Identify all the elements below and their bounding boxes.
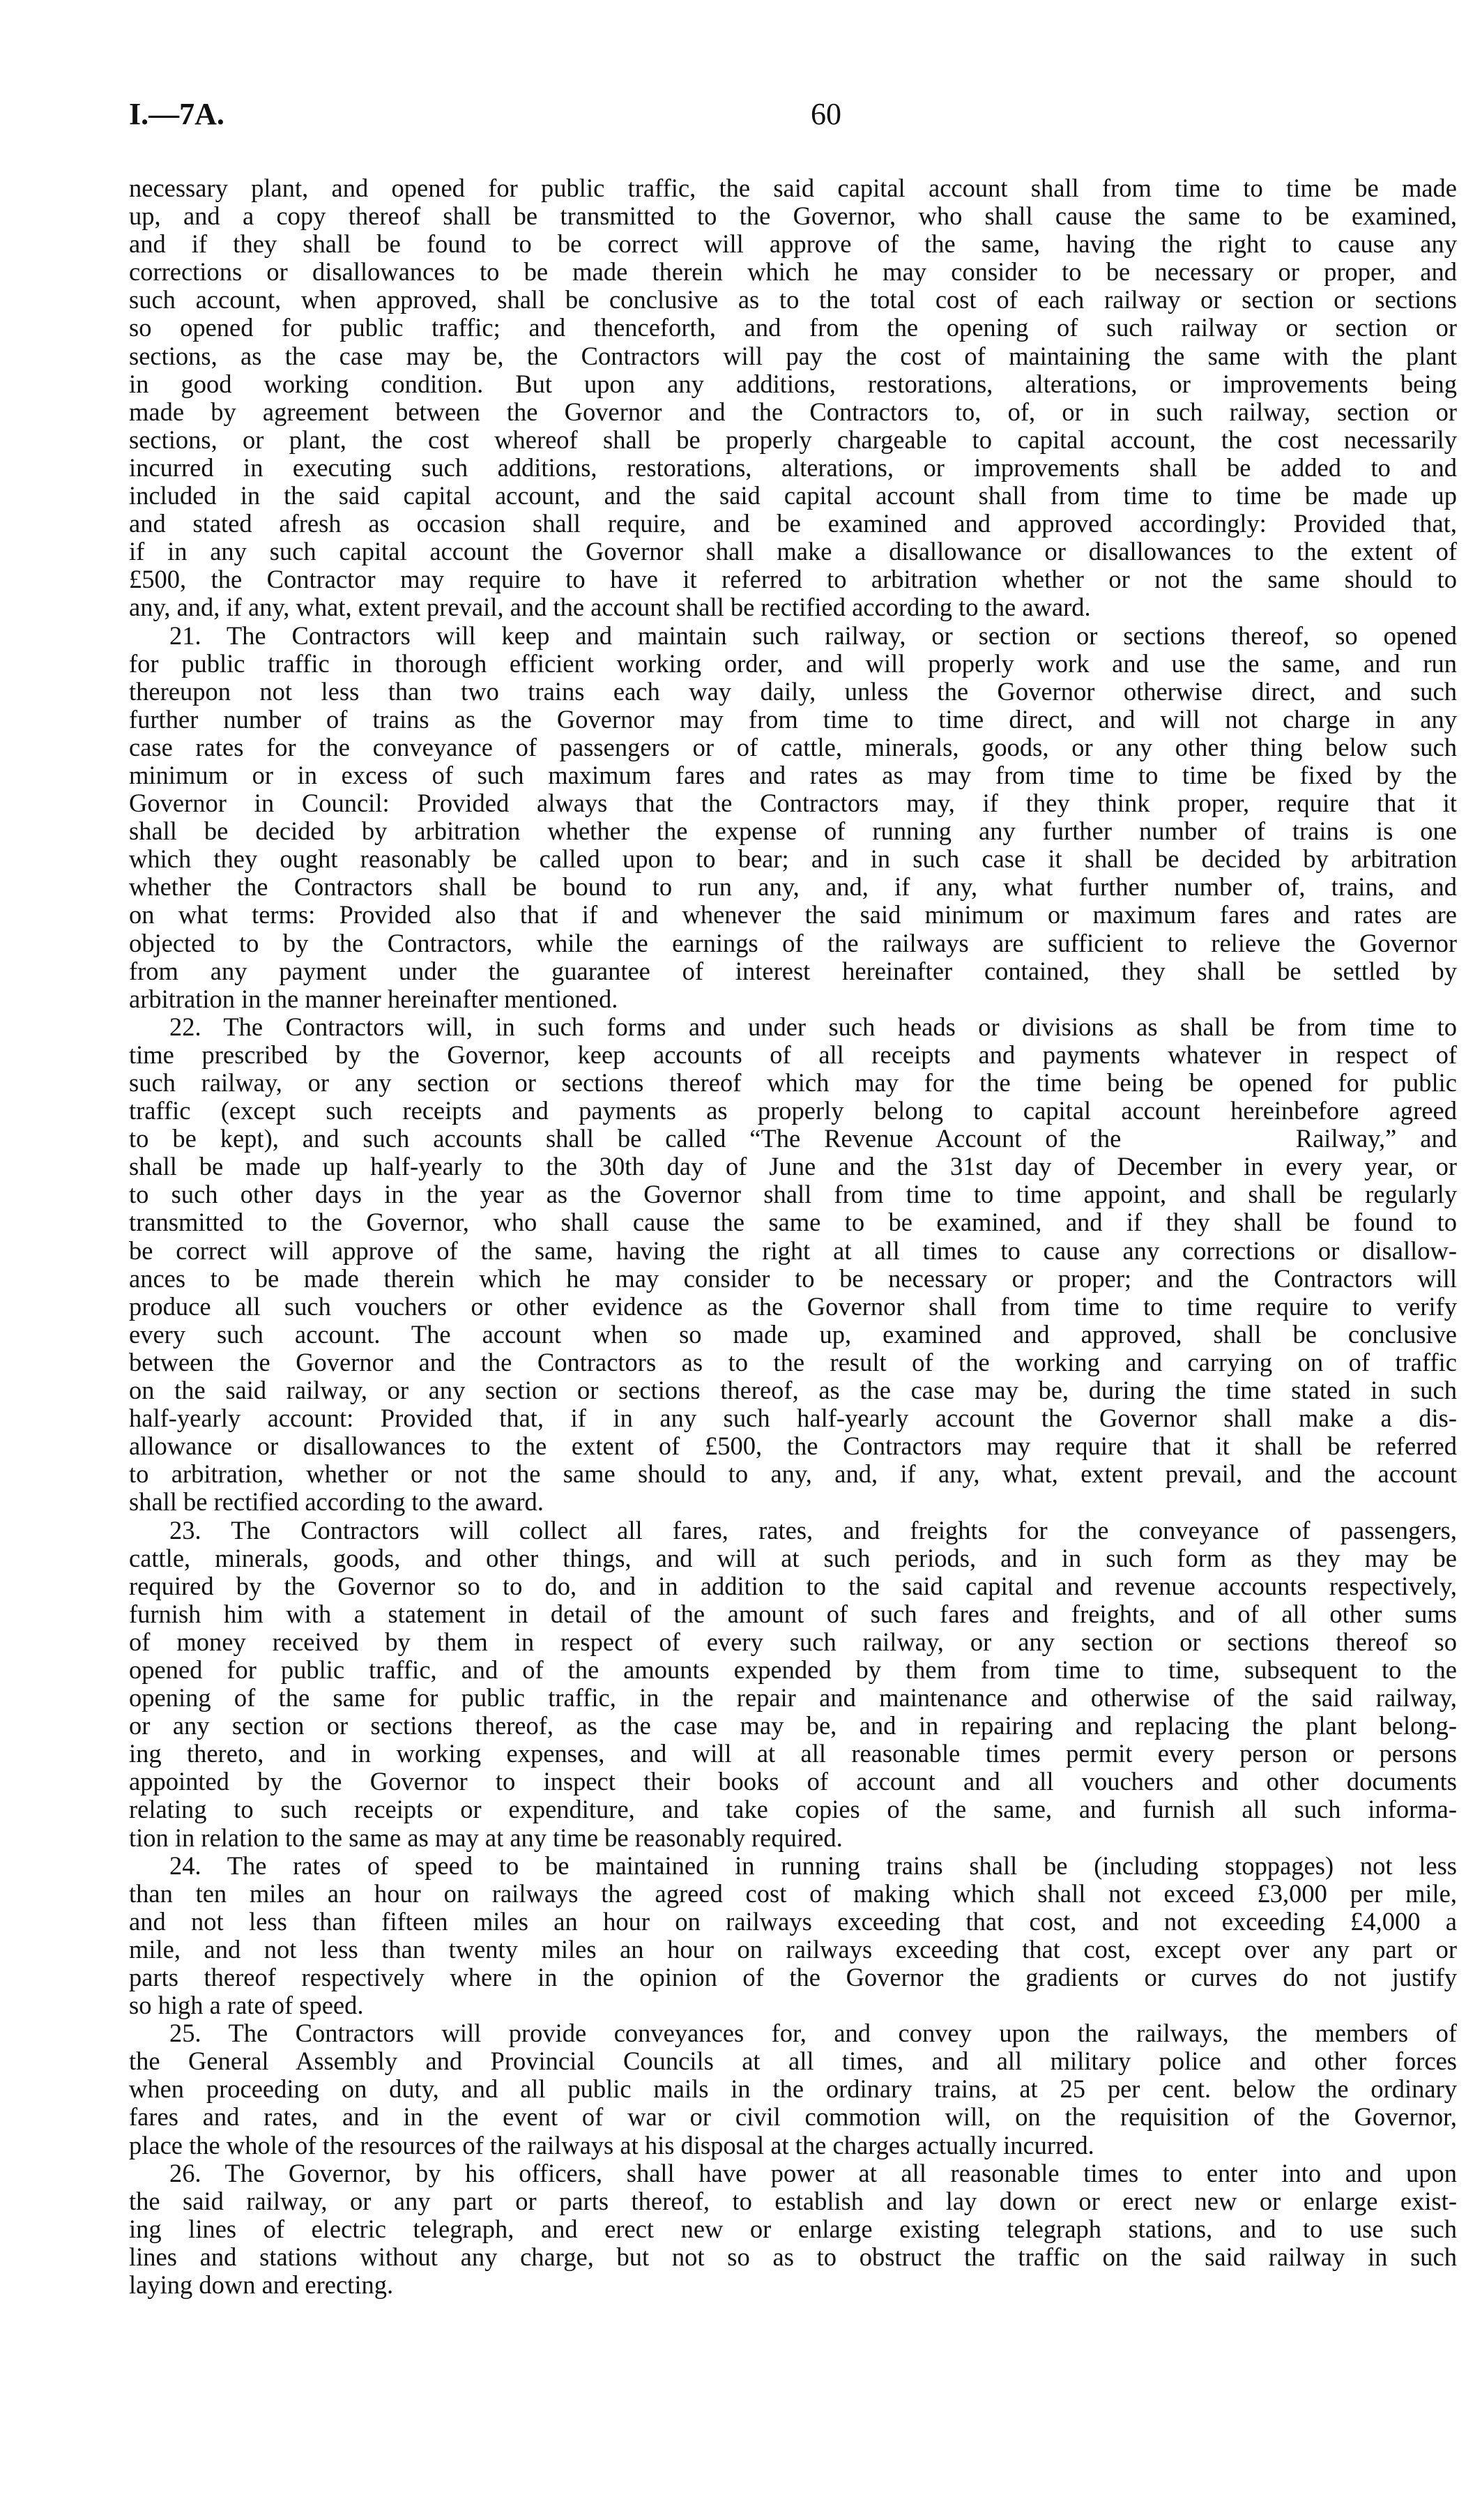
text-line: shall be made up half-yearly to the 30th day of June and the 31st day of December in every year, or [129,1152,1457,1181]
text-line: arbitration in the manner hereinafter mentioned. [129,984,618,1013]
text-line: the General Assembly and Provincial Councils at all times, and all military police and other forces [129,2047,1457,2076]
text-line: traffic (except such receipts and payments as properly belong to capital account hereinbefore agreed [129,1096,1457,1125]
page-number: 60 [811,97,841,131]
text-line: to arbitration, whether or not the same should to any, and, if any, what, extent prevail, and the account [129,1459,1457,1489]
text-line: such account, when approved, shall be conclusive as to the total cost of each railway or section or sections [129,285,1457,314]
text-line: produce all such vouchers or other evidence as the Governor shall from time to time require to verify [129,1291,1457,1321]
text-line: objected to by the Contractors, while the earnings of the railways are sufficient to relieve the Governor [129,928,1457,957]
text-line: be correct will approve of the same, having the right at all times to cause any corrections or disallow- [129,1236,1457,1265]
text-line: shall be decided by arbitration whether the expense of running any further number of trains is one [129,817,1457,846]
text-line: 24. The rates of speed to be maintained in running trains shall be (including stoppages) not less [169,1851,1457,1880]
text-line: for public traffic in thorough efficient working order, and will properly work and use the same, and run [129,648,1457,678]
text-line: Governor in Council: Provided always that the Contractors may, if they think proper, require that it [129,789,1457,818]
document-id: I.—7A. [129,97,224,131]
clause-paragraph [129,2160,1457,2299]
text-line: sections, as the case may be, the Contractors will pay the cost of maintaining the same with the plant [129,341,1457,370]
text-line: opening of the same for public traffic, in the repair and maintenance and otherwise of the said railway, [129,1683,1457,1713]
text-line: allowance or disallowances to the extent of £500, the Contractors may require that it shall be referred [129,1432,1457,1461]
paragraph-continued [129,174,1457,622]
text-line: ances to be made therein which he may consider to be necessary or proper; and the Contractors will [129,1263,1457,1293]
text-line: sections, or plant, the cost whereof shall be properly chargeable to capital account, the cost necessarily [129,425,1457,454]
text-line: on what terms: Provided also that if and whenever the said minimum or maximum fares and rates are [129,900,1457,929]
text-line: transmitted to the Governor, who shall cause the same to be examined, and if they shall be found to [129,1208,1457,1237]
text-line: relating to such receipts or expenditure, and take copies of the same, and furnish all such informa- [129,1795,1457,1824]
text-line: incurred in executing such additions, restorations, alterations, or improvements shall be added to and [129,453,1457,482]
text-line: between the Governor and the Contractors as to the result of the working and carrying on of traffic [129,1347,1457,1376]
text-line: on the said railway, or any section or sections thereof, as the case may be, during the time stated in such [129,1376,1457,1405]
text-line: ing lines of electric telegraph, and erect new or enlarge existing telegraph stations, and to use such [129,2214,1457,2243]
text-line: and not less than fifteen miles an hour on railways exceeding that cost, and not exceeding £4,000 a [129,1906,1457,1936]
text-line: and stated afresh as occasion shall require, and be examined and approved accordingly: Provided that, [129,509,1457,538]
text-line: ing thereto, and in working expenses, and will at all reasonable times permit every person or persons [129,1739,1457,1768]
text-line: mile, and not less than twenty miles an hour on railways exceeding that cost, except over any part or [129,1934,1457,1964]
text-line: 26. The Governor, by his officers, shall have power at all reasonable times to enter into and upon [169,2158,1457,2187]
text-line: any, and, if any, what, extent prevail, and the account shall be rectified according to the award. [129,593,1091,622]
text-line: half-yearly account: Provided that, if in any such half-yearly account the Governor shall make a dis- [129,1404,1457,1433]
text-line: tion in relation to the same as may at any time be reasonably required. [129,1823,843,1852]
text-line: case rates for the conveyance of passengers or of cattle, minerals, goods, or any other thing below such [129,732,1457,761]
text-line: 23. The Contractors will collect all fares, rates, and freights for the conveyance of passengers, [169,1515,1457,1544]
text-line: 21. The Contractors will keep and maintain such railway, or section or sections thereof, so opened [169,621,1457,650]
text-line: in good working condition. But upon any additions, restorations, alterations, or improvements being [129,369,1457,398]
text-line: made by agreement between the Governor and the Contractors to, of, or in such railway, section or [129,397,1457,426]
text-line: place the whole of the resources of the railways at his disposal at the charges actually incurred. [129,2130,1094,2160]
clause-paragraph [129,2019,1457,2159]
text-line: to be kept), and such accounts shall be called “The Revenue Account of the Railway,” and [129,1124,1457,1153]
text-line: furnish him with a statement in detail of the amount of such fares and freights, and of all other sums [129,1599,1457,1628]
text-line: which they ought reasonably be called upon to bear; and in such case it shall be decided by arbitration [129,844,1457,874]
clause-paragraph [129,622,1457,1013]
text-line: or any section or sections thereof, as the case may be, and in repairing and replacing the plant belong- [129,1711,1457,1740]
text-line: every such account. The account when so made up, examined and approved, shall be conclusive [129,1319,1457,1349]
text-line: so high a rate of speed. [129,1991,364,2020]
text-line: shall be rectified according to the award. [129,1487,544,1517]
text-line: and if they shall be found to be correct will approve of the same, having the right to cause any [129,229,1457,259]
text-line: whether the Contractors shall be bound to run any, and, if any, what further number of, trains, and [129,872,1457,902]
text-line: to such other days in the year as the Governor shall from time to time appoint, and shall be regularly [129,1180,1457,1209]
text-line: included in the said capital account, and the said capital account shall from time to time be made up [129,481,1457,510]
text-line: from any payment under the guarantee of interest hereinafter contained, they shall be settled by [129,956,1457,985]
text-line: necessary plant, and opened for public traffic, the said capital account shall from time to time be made [129,174,1457,202]
text-line: time prescribed by the Governor, keep accounts of all receipts and payments whatever in respect of [129,1040,1457,1069]
clause-paragraph [129,1013,1457,1517]
text-line: opened for public traffic, and of the amounts expended by them from time to time, subsequent to the [129,1655,1457,1684]
page-header [129,96,1457,138]
text-line: than ten miles an hour on railways the agreed cost of making which shall not exceed £3,000 per mile, [129,1878,1457,1908]
text-line: such railway, or any section or sections thereof which may for the time being be opened for public [129,1068,1457,1097]
text-line: parts thereof respectively where in the opinion of the Governor the gradients or curves do not justify [129,1963,1457,1991]
text-line: laying down and erecting. [129,2270,394,2300]
text-line: when proceeding on duty, and all public mails in the ordinary trains, at 25 per cent. below the ordinary [129,2074,1457,2104]
text-line: 25. The Contractors will provide conveyances for, and convey upon the railways, the members of [169,2019,1457,2048]
document-body [129,174,1457,2299]
text-line: cattle, minerals, goods, and other things, and will at such periods, and in such form as they may be [129,1543,1457,1572]
text-line: required by the Governor so to do, and in addition to the said capital and revenue accounts respectively, [129,1571,1457,1600]
text-line: thereupon not less than two trains each way daily, unless the Governor otherwise direct, and such [129,676,1457,706]
text-line: if in any such capital account the Governor shall make a disallowance or disallowances to the extent of [129,537,1457,566]
clause-paragraph [129,1517,1457,1852]
text-line: 22. The Contractors will, in such forms and under such heads or divisions as shall be from time to [169,1012,1457,1041]
text-line: further number of trains as the Governor may from time to time direct, and will not charge in any [129,704,1457,734]
text-line: appointed by the Governor to inspect their books of account and all vouchers and other documents [129,1767,1457,1796]
text-line: lines and stations without any charge, but not so as to obstruct the traffic on the said railway in such [129,2242,1457,2271]
text-line: so opened for public traffic; and thenceforth, and from the opening of such railway or section or [129,313,1457,342]
clause-paragraph [129,1852,1457,2020]
text-line: £500, the Contractor may require to have it referred to arbitration whether or not the same should to [129,565,1457,594]
text-line: fares and rates, and in the event of war or civil commotion will, on the requisition of the Governor, [129,2102,1457,2132]
text-line: the said railway, or any part or parts thereof, to establish and lay down or erect new or enlarge exist- [129,2186,1457,2215]
text-line: corrections or disallowances to be made therein which he may consider to be necessary or proper, and [129,257,1457,287]
text-line: minimum or in excess of such maximum fares and rates as may from time to time be fixed by the [129,760,1457,789]
text-line: of money received by them in respect of every such railway, or any section or sections thereof so [129,1627,1457,1656]
text-line: up, and a copy thereof shall be transmitted to the Governor, who shall cause the same to be examined, [129,202,1457,231]
